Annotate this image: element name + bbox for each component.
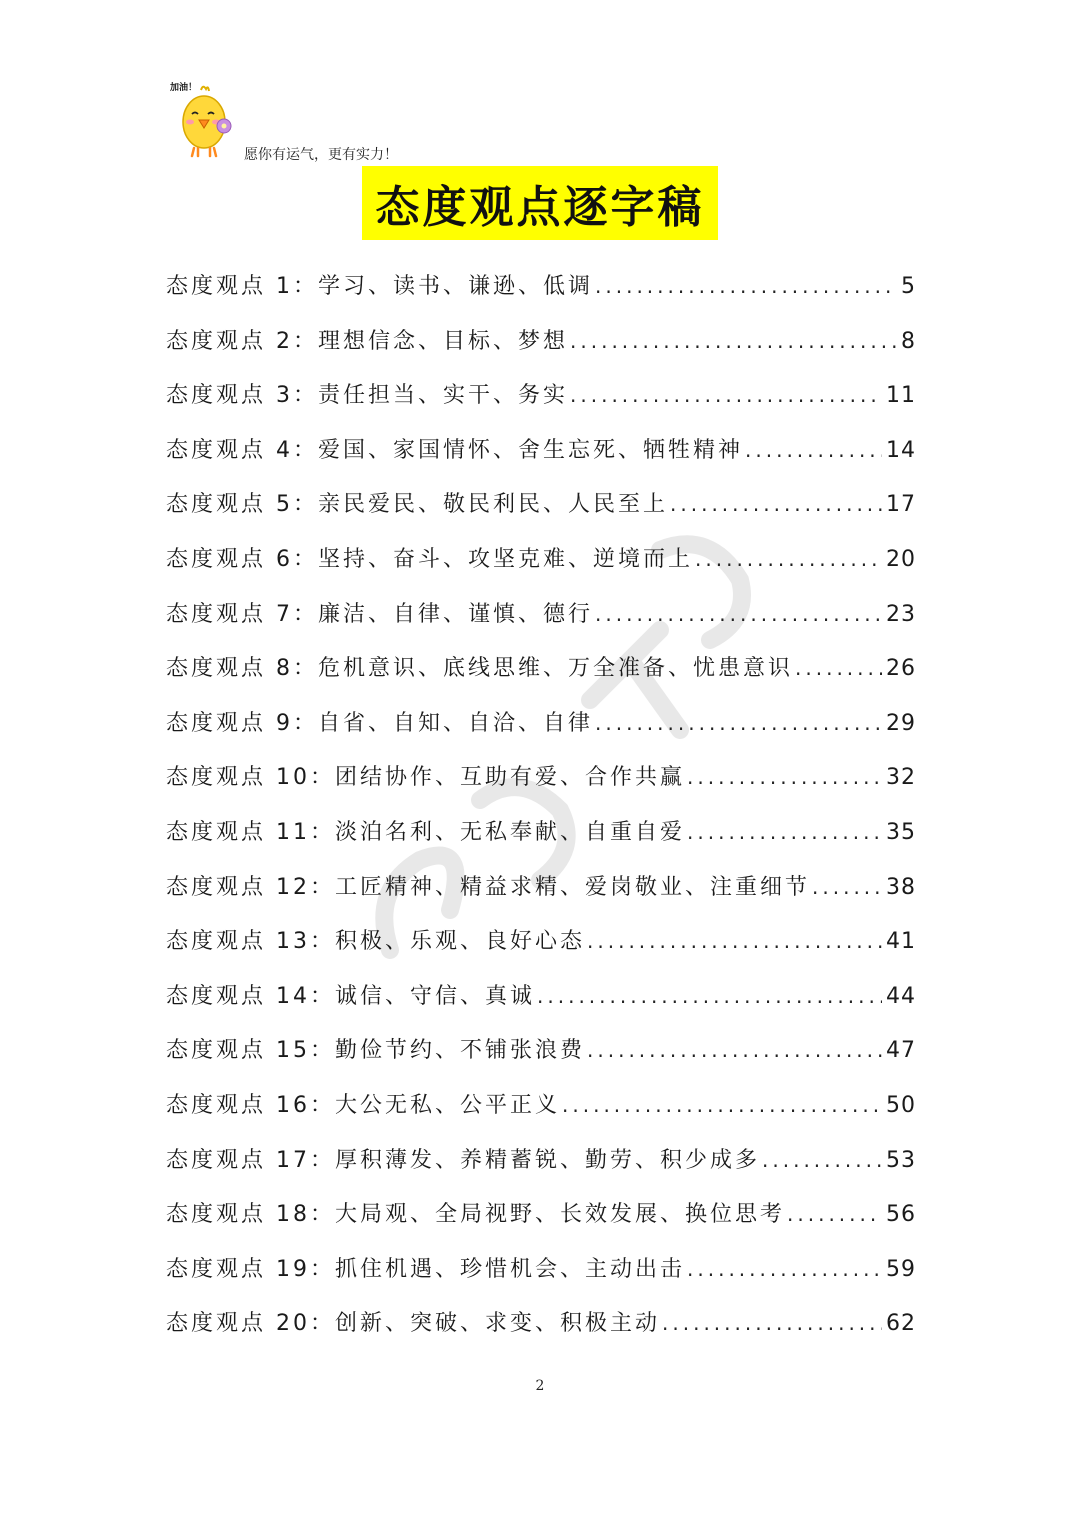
toc-dot-leader bbox=[595, 590, 882, 638]
toc-entry-3[interactable] bbox=[166, 371, 916, 426]
toc-entry-page: 56 bbox=[886, 1202, 916, 1228]
toc-dot-leader bbox=[595, 699, 882, 747]
mascot-cheer-text: 加油！ bbox=[170, 83, 198, 93]
toc-entry-page: 41 bbox=[886, 929, 916, 955]
toc-entry-topic: 大局观、全局视野、长效发展、换位思考 bbox=[335, 1202, 786, 1228]
toc-entry-topic: 大公无私、公平正义 bbox=[335, 1092, 561, 1118]
toc-entry-label: 态度观点 5： bbox=[166, 492, 318, 518]
toc-entry-label: 态度观点 14： bbox=[166, 983, 335, 1009]
toc-dot-leader bbox=[687, 753, 882, 801]
toc-entry-topic: 自省、自知、自洽、自律 bbox=[318, 710, 594, 736]
toc-entry-page: 14 bbox=[886, 437, 916, 463]
toc-entry-topic: 厚积薄发、养精蓄锐、勤劳、积少成多 bbox=[335, 1147, 761, 1173]
toc-entry-18[interactable] bbox=[166, 1190, 916, 1245]
toc-dot-leader bbox=[812, 863, 882, 911]
toc-dot-leader bbox=[687, 808, 882, 856]
toc-entry-page: 38 bbox=[886, 874, 916, 900]
toc-dot-leader bbox=[537, 972, 882, 1020]
toc-entry-label: 态度观点 15： bbox=[166, 1038, 335, 1064]
toc-entry-20[interactable] bbox=[166, 1299, 916, 1354]
toc-entry-label: 态度观点 18： bbox=[166, 1202, 335, 1228]
toc-dot-leader bbox=[795, 644, 882, 692]
toc-dot-leader bbox=[762, 1136, 882, 1184]
toc-entry-topic: 淡泊名利、无私奉献、自重自爱 bbox=[335, 819, 686, 845]
toc-dot-leader bbox=[662, 1299, 882, 1347]
toc-entry-page: 17 bbox=[886, 492, 916, 518]
toc-dot-leader bbox=[587, 917, 882, 965]
toc-entry-topic: 勤俭节约、不铺张浪费 bbox=[335, 1038, 586, 1064]
toc-entry-15[interactable] bbox=[166, 1026, 916, 1081]
toc-entry-topic: 理想信念、目标、梦想 bbox=[318, 328, 569, 354]
toc-entry-16[interactable] bbox=[166, 1081, 916, 1136]
toc-entry-label: 态度观点 16： bbox=[166, 1092, 335, 1118]
toc-entry-label: 态度观点 13： bbox=[166, 929, 335, 955]
toc-dot-leader bbox=[570, 317, 897, 365]
toc-entry-page: 53 bbox=[886, 1147, 916, 1173]
toc-dot-leader bbox=[570, 371, 882, 419]
toc-entry-page: 44 bbox=[886, 983, 916, 1009]
toc-entry-12[interactable] bbox=[166, 863, 916, 918]
toc-entry-topic: 工匠精神、精益求精、爱岗敬业、注重细节 bbox=[335, 874, 811, 900]
toc-entry-label: 态度观点 2： bbox=[166, 328, 318, 354]
toc-dot-leader bbox=[562, 1081, 882, 1129]
toc-entry-topic: 积极、乐观、良好心态 bbox=[335, 929, 586, 955]
toc-entry-page: 59 bbox=[886, 1256, 916, 1282]
toc-dot-leader bbox=[745, 426, 882, 474]
page-number: 2 bbox=[535, 1378, 545, 1394]
toc-entry-label: 态度观点 9： bbox=[166, 710, 318, 736]
toc-entry-11[interactable] bbox=[166, 808, 916, 863]
toc-entry-topic: 亲民爱民、敬民利民、人民至上 bbox=[318, 492, 669, 518]
toc-entry-19[interactable] bbox=[166, 1245, 916, 1300]
toc-dot-leader bbox=[787, 1190, 882, 1238]
toc-entry-5[interactable] bbox=[166, 480, 916, 535]
toc-entry-label: 态度观点 8： bbox=[166, 656, 318, 682]
toc-entry-label: 态度观点 6： bbox=[166, 546, 318, 572]
toc-entry-page: 47 bbox=[886, 1038, 916, 1064]
toc-entry-label: 态度观点 7： bbox=[166, 601, 318, 627]
toc-entry-page: 20 bbox=[886, 546, 916, 572]
toc-entry-7[interactable] bbox=[166, 590, 916, 645]
toc-entry-label: 态度观点 4： bbox=[166, 437, 318, 463]
toc-entry-topic: 危机意识、底线思维、万全准备、忧患意识 bbox=[318, 656, 794, 682]
toc-entry-page: 5 bbox=[901, 274, 916, 299]
toc-entry-1[interactable] bbox=[166, 262, 916, 317]
toc-entry-topic: 学习、读书、谦逊、低调 bbox=[318, 274, 594, 299]
toc-entry-topic: 坚持、奋斗、攻坚克难、逆境而上 bbox=[318, 546, 694, 572]
toc-entry-label: 态度观点 17： bbox=[166, 1147, 335, 1173]
toc-entry-page: 8 bbox=[901, 328, 916, 354]
toc-dot-leader bbox=[595, 262, 897, 310]
toc-entry-17[interactable] bbox=[166, 1136, 916, 1191]
motto-text: 愿你有运气，更有实力！ bbox=[244, 147, 398, 163]
toc-entry-10[interactable] bbox=[166, 753, 916, 808]
page-header bbox=[168, 78, 588, 168]
toc-entry-page: 11 bbox=[886, 383, 916, 409]
toc-entry-topic: 抓住机遇、珍惜机会、主动出击 bbox=[335, 1256, 686, 1282]
toc-entry-label: 态度观点 10： bbox=[166, 765, 335, 791]
toc-dot-leader bbox=[587, 1026, 882, 1074]
toc-entry-page: 23 bbox=[886, 601, 916, 627]
toc-entry-9[interactable] bbox=[166, 699, 916, 754]
toc-entry-page: 35 bbox=[886, 819, 916, 845]
toc-dot-leader bbox=[687, 1245, 882, 1293]
toc-entry-8[interactable] bbox=[166, 644, 916, 699]
toc-entry-topic: 爱国、家国情怀、舍生忘死、牺牲精神 bbox=[318, 437, 744, 463]
toc-entry-topic: 责任担当、实干、务实 bbox=[318, 383, 569, 409]
toc-dot-leader bbox=[670, 480, 882, 528]
toc-entry-6[interactable] bbox=[166, 535, 916, 590]
toc-entry-13[interactable] bbox=[166, 917, 916, 972]
toc-entry-page: 29 bbox=[886, 710, 916, 736]
toc-entry-label: 态度观点 11： bbox=[166, 819, 335, 845]
toc-entry-page: 26 bbox=[886, 656, 916, 682]
toc-entry-topic: 诚信、守信、真诚 bbox=[335, 983, 536, 1009]
toc-entry-label: 态度观点 20： bbox=[166, 1311, 335, 1337]
toc-entry-label: 态度观点 12： bbox=[166, 874, 335, 900]
toc-entry-page: 50 bbox=[886, 1092, 916, 1118]
toc-entry-label: 态度观点 3： bbox=[166, 383, 318, 409]
chick-mascot-icon bbox=[168, 78, 238, 160]
toc-entry-label: 态度观点 19： bbox=[166, 1256, 335, 1282]
toc-entry-topic: 团结协作、互助有爱、合作共赢 bbox=[335, 765, 686, 791]
toc-entry-topic: 廉洁、自律、谨慎、德行 bbox=[318, 601, 594, 627]
toc-dot-leader bbox=[695, 535, 882, 583]
toc-entry-page: 62 bbox=[886, 1311, 916, 1337]
toc-entry-14[interactable] bbox=[166, 972, 916, 1027]
toc-entry-label: 态度观点 1： bbox=[166, 274, 318, 299]
toc-entry-topic: 创新、突破、求变、积极主动 bbox=[335, 1311, 661, 1337]
toc-entry-2[interactable] bbox=[166, 317, 916, 372]
page-title: 态度观点逐字稿 bbox=[375, 182, 705, 233]
toc-entry-4[interactable] bbox=[166, 426, 916, 481]
table-of-contents bbox=[166, 262, 916, 1354]
toc-entry-page: 32 bbox=[886, 765, 916, 791]
title-highlight bbox=[362, 166, 718, 240]
